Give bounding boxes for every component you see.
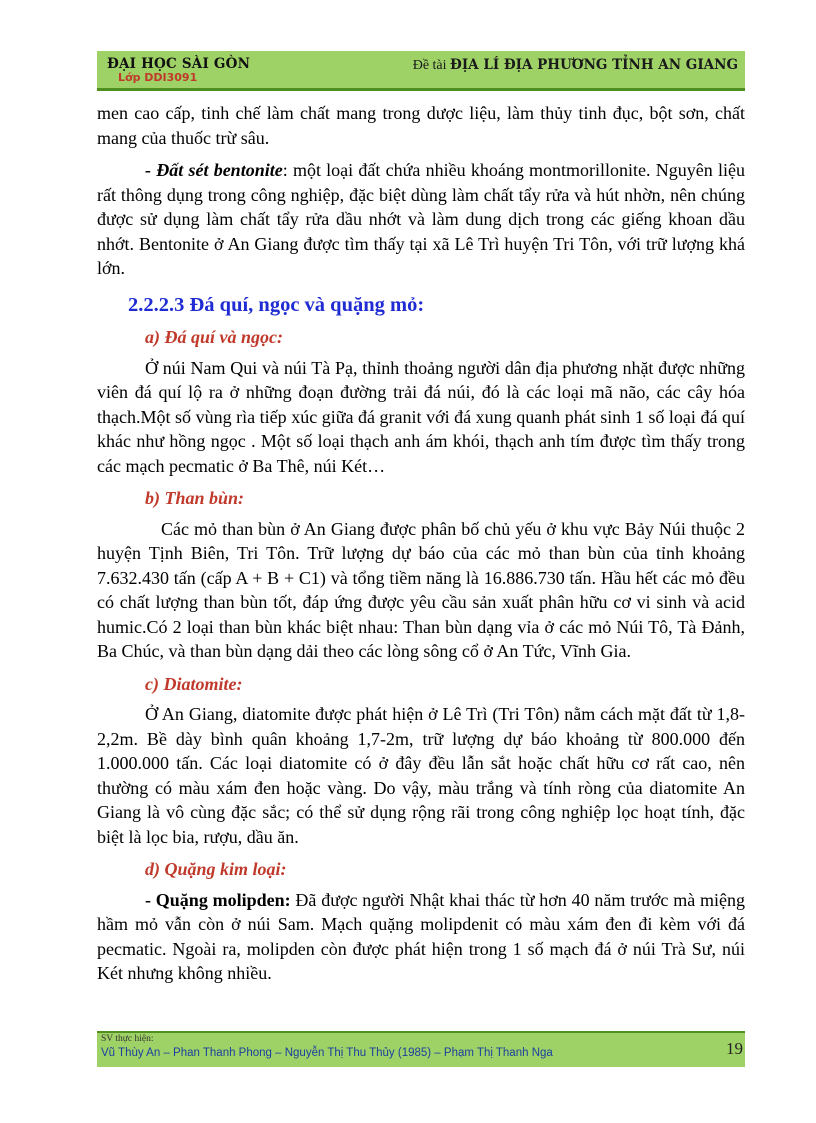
page-header	[97, 51, 745, 88]
section-heading: 2.2.2.3 Đá quí, ngọc và quặng mỏ:	[128, 293, 425, 316]
page-number: 19	[726, 1039, 743, 1058]
bentonite-lead: - Đất sét bentonite	[145, 160, 283, 180]
class-code: Lớp DDI3091	[118, 71, 198, 84]
paragraph-molybdenum	[97, 888, 745, 986]
subheading-b: b) Than bùn:	[145, 488, 245, 508]
paragraph-peat: Các mỏ than bùn ở An Giang được phân bố chủ yếu ở khu vực Bảy Núi thuộc 2 huyện Tịnh Biên, Tri Tôn. Trữ lượng dự báo của các mỏ than bùn của tỉnh khoảng 7.632.430 tấn (cấp A + B + C1) và tổng tiềm năng là 16.886.730 tấn. Hầu hết các mỏ đều có chất lượng than bùn tốt, đáp ứng được yêu cầu sản xuất phân hữu cơ vi sinh và acid humic.Có 2 loại than bùn khác biệt nhau: Than bùn dạng vỉa ở các mỏ Núi Tô, Tà Đảnh, Ba Chúc, và than bùn dạng dải theo các lòng sông cổ ở An Tức, Vĩnh Gia.	[97, 518, 745, 661]
molybdenum-text: Đã được người Nhật khai thác từ hơn 40 năm trước mà miệng hầm mỏ vẫn còn ở núi Sam. Mạch quặng molipdenit có màu xám đen đi kèm với đá pecmatic. Ngoài ra, molipden còn được phát hiện trong 1 số mạch đá ở núi Trà Sư, núi Két nhưng không nhiều.	[97, 889, 745, 983]
subheading-d: d) Quặng kim loại:	[145, 859, 287, 879]
footer-label: SV thực hiện:	[101, 1034, 154, 1044]
paragraph-diatomite: Ở An Giang, diatomite được phát hiện ở Lê Trì (Tri Tôn) nằm cách mặt đất từ 1,8-2,2m. Bề dày bình quân khoảng 1,7-2m, trữ lượng dự báo khoảng từ 800.000 đến 1.000.000 tấn. Các loại diatomite có ở đây đều lẫn sắt hoặc chất hữu cơ rất cao, nên thường có màu xám đen hoặc vàng. Do vậy, màu trắng và tính ròng của diatomite An Giang là vô cùng đặc sắc; có thể sử dụng rộng rãi trong công nghiệp lọc hoạt tính, đặc biệt là lọc bia, rượu, dầu ăn.	[97, 704, 745, 847]
subheading-a: a) Đá quí và ngọc:	[145, 327, 283, 347]
paragraph-bentonite	[97, 158, 745, 281]
footer-authors: Vũ Thùy An – Phan Thanh Phong – Nguyễn Thị Thu Thủy (1985) – Phạm Thị Thanh Nga	[101, 1047, 553, 1059]
topic-title	[413, 57, 738, 74]
topic-prefix: Đề tài	[412, 58, 447, 73]
subheading-c: c) Diatomite:	[145, 673, 243, 694]
page-footer	[97, 1033, 745, 1067]
page-content	[97, 101, 745, 986]
university-name: ĐẠI HỌC SÀI GÒN	[107, 56, 251, 72]
bentonite-text: : một loại đất chứa nhiều khoáng montmorillonite. Nguyên liệu rất thông dụng trong công nghiệp, đặc biệt dùng làm chất tẩy rửa và hút nhờn, nên chúng được sử dụng làm chất tẩy rửa dầu nhớt và làm dung dịch trong các giếng khoan dầu nhớt. Bentonite ở An Giang được tìm thấy tại xã Lê Trì huyện Tri Tôn, với trữ lượng khá lớn.	[97, 160, 745, 278]
paragraph-continuation: men cao cấp, tinh chế làm chất mang trong dược liệu, làm thủy tinh đục, bột sơn, chất mang của thuốc trừ sâu.	[97, 103, 745, 148]
topic-name: ĐỊA LÍ ĐỊA PHƯƠNG TỈNH AN GIANG	[450, 57, 738, 73]
molybdenum-lead: - Quặng molipden:	[145, 889, 291, 910]
paragraph-gemstones: Ở núi Nam Qui và núi Tà Pạ, thỉnh thoảng người dân địa phương nhặt được những viên đá quí lộ ra ở những đoạn đường trải đá núi, đó là các loại mã não, các cây hóa thạch.Một số vùng rìa tiếp xúc giữa đá granit với đá xung quanh phát sinh 1 số loại đá quí khác như hồng ngọc . Một số loại thạch anh ám khói, thạch anh tím được tìm thấy trong các mạch pecmatic ở Ba Thê, núi Két…	[97, 357, 745, 476]
